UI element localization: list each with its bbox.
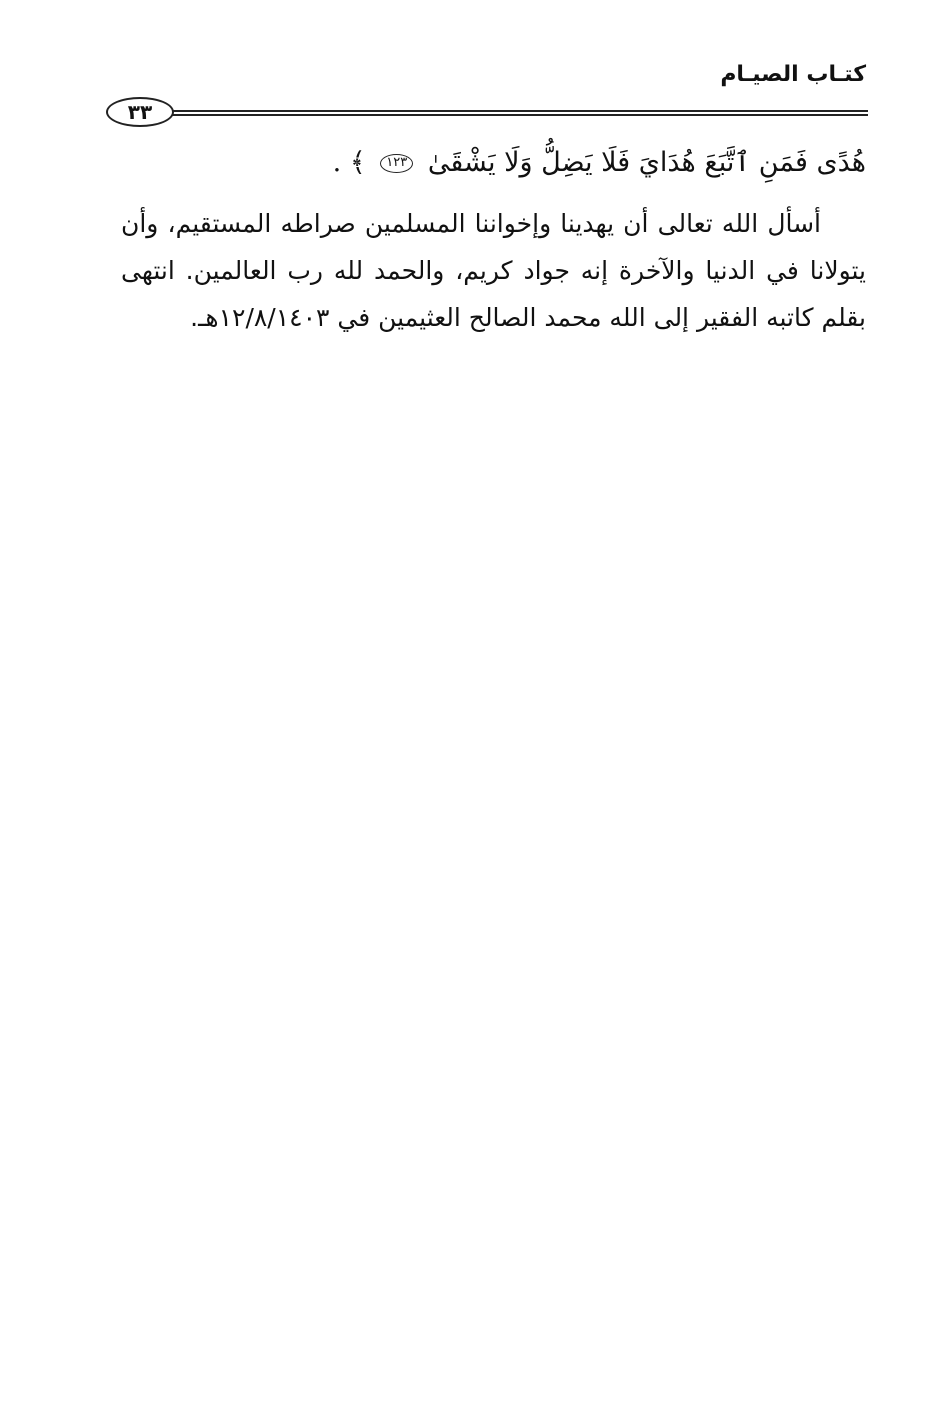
verse-number-marker: ١٢٣ <box>380 154 413 173</box>
closing-paragraph: أسأل الله تعالى أن يهدينا وإخواننا المسلمين صراطه المستقيم، وأن يتولانا في الدنيا والآخرة إنه جواد كريم، والحمد لله رب العالمين. انتهى بقلم كاتبه الفقير إلى الله محمد الصالح العثيمين في ١٢/٨/١٤٠٣هـ. <box>121 209 866 332</box>
header-rule <box>170 110 868 116</box>
body-text <box>121 200 866 341</box>
quran-verse <box>106 145 866 180</box>
page-number: ٣٣ <box>127 100 153 124</box>
page-number-oval <box>106 97 174 127</box>
running-title: كتـاب الصيـام <box>720 62 866 87</box>
verse-text: هُدًى فَمَنِ ٱتَّبَعَ هُدَايَ فَلَا يَضِلُّ وَلَا يَشْقَىٰ <box>427 147 866 178</box>
verse-close: ﴾ . <box>332 147 366 178</box>
